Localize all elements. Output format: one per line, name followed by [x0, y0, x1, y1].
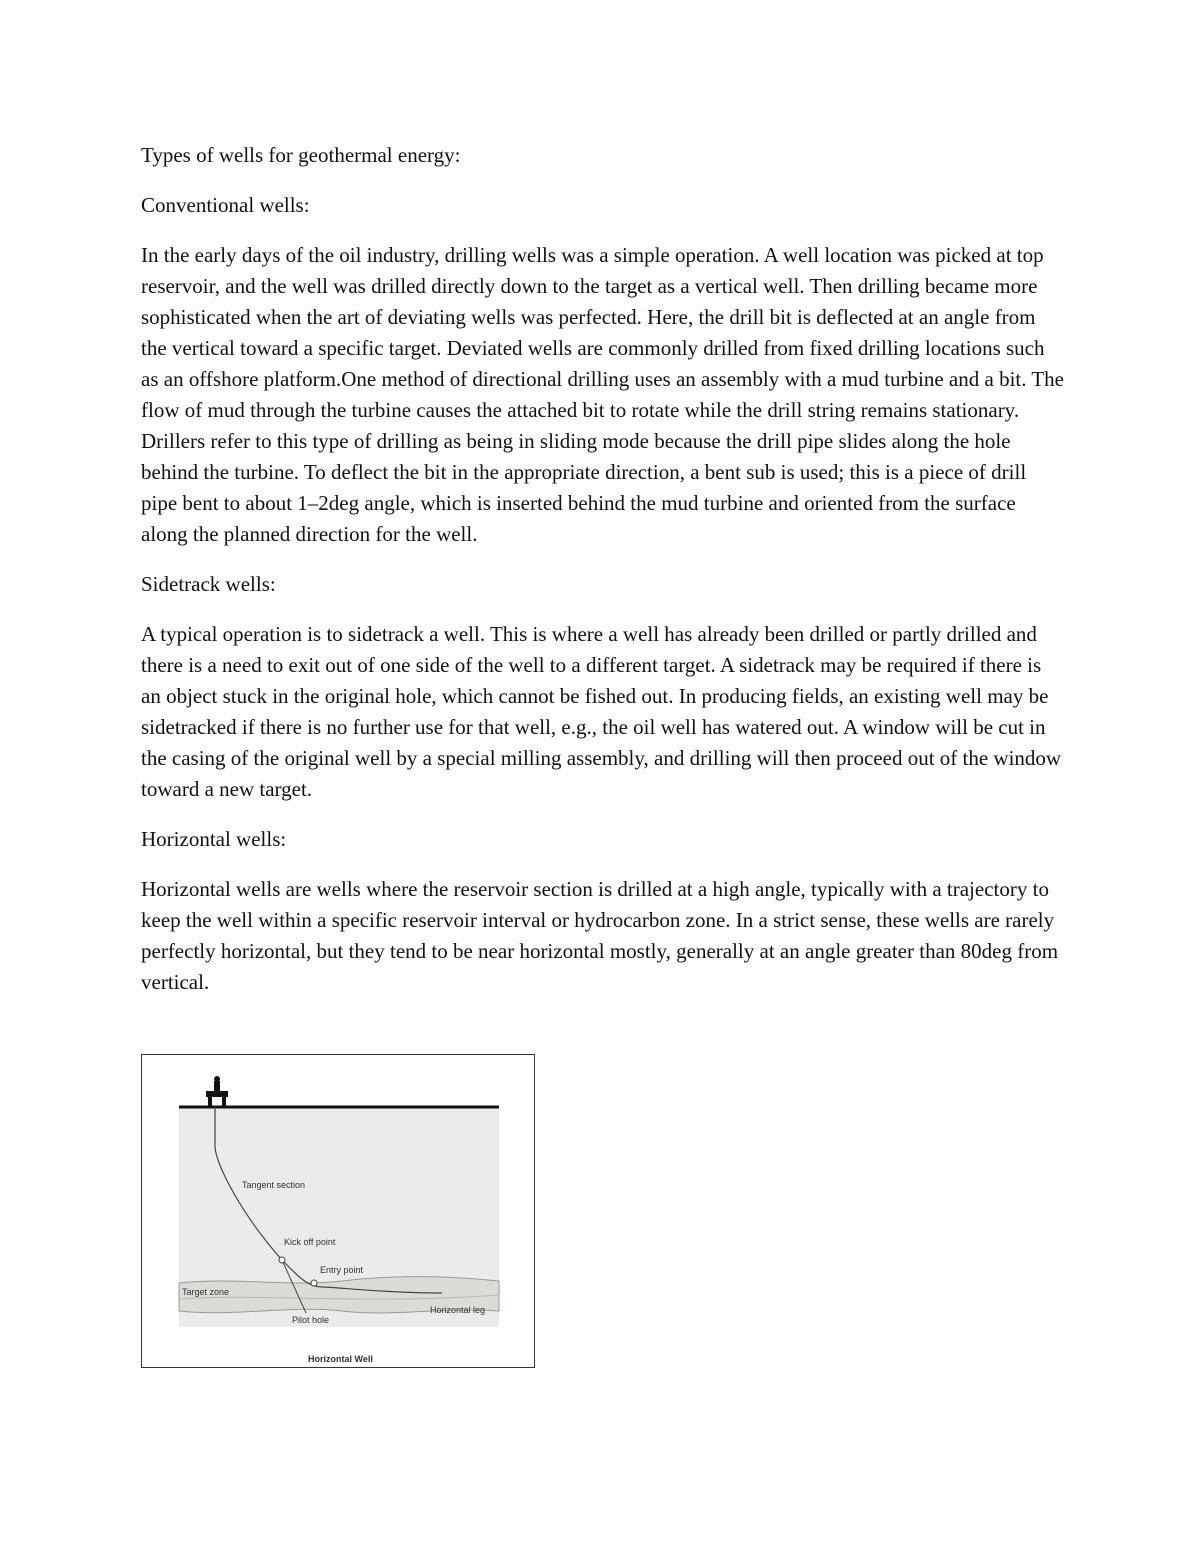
horizontal-well-diagram	[142, 1055, 536, 1369]
section-body-conventional: In the early days of the oil industry, drilling wells was a simple operation. A well location was picked at top reservoir, and the well was drilled directly down to the target as a vertical well. Then drilling became more sophisticated when the art of deviating wells was perfected. Here, the drill bit is deflected at an angle from the vertical toward a specific target. Deviated wells are commonly drilled from fixed drilling locations such as an offshore platform.One method of directional drilling uses an assembly with a mud turbine and a bit. The flow of mud through the turbine causes the attached bit to rotate while the drill string remains stationary. Drillers refer to this type of drilling as being in sliding mode because the drill pipe slides along the hole behind the turbine. To deflect the bit in the appropriate direction, a bent sub is used; this is a piece of drill pipe bent to about 1–2deg angle, which is inserted behind the mud turbine and oriented from the surface along the planned direction for the well.	[141, 243, 1065, 546]
figure-caption: Horizontal Well	[308, 1354, 373, 1364]
entry-point-label: Entry point	[320, 1265, 364, 1275]
entry-point-marker	[311, 1280, 317, 1286]
kick-off-point-marker	[279, 1257, 285, 1263]
tangent-section-label: Tangent section	[242, 1180, 306, 1190]
section-heading-conventional: Conventional wells:	[141, 193, 310, 217]
section-body-horizontal: Horizontal wells are wells where the reservoir section is drilled at a high angle, typically with a trajectory to keep the well within a specific reservoir interval or hydrocarbon zone. In a strict sense, these wells are rarely perfectly horizontal, but they tend to be near horizontal mostly, generally at an angle greater than 80deg from vertical.	[141, 877, 1059, 994]
drilling-rig-icon	[206, 1076, 228, 1107]
pilot-hole-label: Pilot hole	[292, 1315, 330, 1325]
section-body-sidetrack: A typical operation is to sidetrack a well. This is where a well has already been drilled or partly drilled and there is a need to exit out of one side of the well to a different target. A sidetrack may be required if there is an object stuck in the original hole, which cannot be fished out. In producing fields, an existing well may be sidetracked if there is no further use for that well, e.g., the oil well has watered out. A window will be cut in the casing of the original well by a special milling assembly, and drilling will then proceed out of the window toward a new target.	[141, 622, 1062, 801]
horizontal-leg-label: Horizontal leg	[430, 1305, 486, 1315]
target-zone-label: Target zone	[182, 1287, 230, 1297]
horizontal-well-figure	[141, 1054, 535, 1368]
section-heading-sidetrack: Sidetrack wells:	[141, 572, 276, 596]
document-page	[141, 140, 1066, 1017]
document-title: Types of wells for geothermal energy:	[141, 143, 461, 167]
kick-off-point-label: Kick off point	[284, 1237, 336, 1247]
section-heading-horizontal: Horizontal wells:	[141, 827, 287, 851]
